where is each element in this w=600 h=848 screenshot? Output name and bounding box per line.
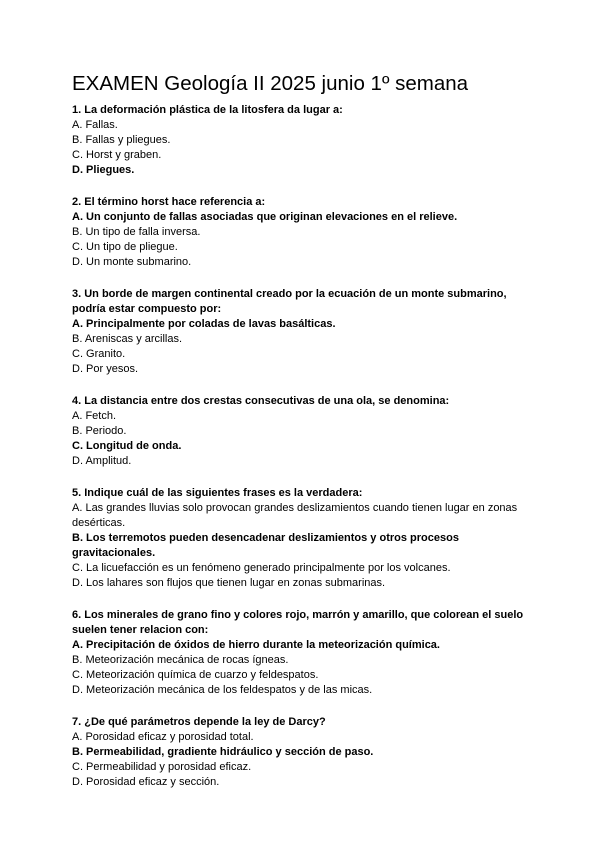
question-3: [72, 287, 542, 377]
question-text: 2. El término horst hace referencia a:: [72, 196, 266, 208]
page-title: EXAMEN Geología II 2025 junio 1º semana: [72, 72, 469, 95]
option-b: B. Meteorización mecánica de rocas ígneas.: [72, 654, 289, 666]
question-7: [72, 715, 542, 790]
options-list: [72, 638, 542, 698]
option-d: D. Un monte submarino.: [72, 256, 192, 268]
question-text: 6. Los minerales de grano fino y colores rojo, marrón y amarillo, que colorean el suelo suelen tener relacion con:: [72, 609, 524, 636]
option-b: B. Areniscas y arcillas.: [72, 333, 183, 345]
option-a: A. Las grandes lluvias solo provocan grandes deslizamientos cuando tienen lugar en zonas desérticas.: [72, 502, 518, 529]
option-d: D. Por yesos.: [72, 363, 139, 375]
question-text: 1. La deformación plástica de la litosfera da lugar a:: [72, 104, 343, 116]
option-c: C. La licuefacción es un fenómeno generado principalmente por los volcanes.: [72, 562, 451, 574]
option-c: C. Longitud de onda.: [72, 440, 182, 452]
option-a: A. Fallas.: [72, 119, 118, 131]
option-c: C. Meteorización química de cuarzo y feldespatos.: [72, 669, 319, 681]
option-b: B. Un tipo de falla inversa.: [72, 226, 201, 238]
options-list: [72, 210, 542, 270]
question-6: [72, 608, 542, 698]
option-a: A. Porosidad eficaz y porosidad total.: [72, 731, 254, 743]
option-a: A. Principalmente por coladas de lavas basálticas.: [72, 318, 336, 330]
option-d: D. Porosidad eficaz y sección.: [72, 776, 220, 788]
option-c: C. Horst y graben.: [72, 149, 162, 161]
option-d: D. Pliegues.: [72, 164, 135, 176]
option-d: D. Meteorización mecánica de los feldespatos y de las micas.: [72, 684, 373, 696]
option-d: D. Los lahares son flujos que tienen lugar en zonas submarinas.: [72, 577, 386, 589]
question-2: [72, 195, 542, 270]
option-c: C. Permeabilidad y porosidad eficaz.: [72, 761, 252, 773]
options-list: [72, 730, 542, 790]
question-1: [72, 103, 542, 178]
option-c: C. Un tipo de pliegue.: [72, 241, 178, 253]
option-b: B. Periodo.: [72, 425, 127, 437]
question-text: 5. Indique cuál de las siguientes frases es la verdadera:: [72, 487, 363, 499]
option-b: B. Los terremotos pueden desencadenar deslizamientos y otros procesos gravitacionales.: [72, 532, 459, 559]
question-5: [72, 486, 542, 591]
option-b: B. Permeabilidad, gradiente hidráulico y sección de paso.: [72, 746, 374, 758]
question-text: 7. ¿De qué parámetros depende la ley de Darcy?: [72, 716, 326, 728]
option-b: B. Fallas y pliegues.: [72, 134, 171, 146]
option-d: D. Amplitud.: [72, 455, 132, 467]
options-list: [72, 409, 542, 469]
exam-page: [72, 72, 542, 807]
option-a: A. Precipitación de óxidos de hierro durante la meteorización química.: [72, 639, 440, 651]
options-list: [72, 501, 542, 591]
option-c: C. Granito.: [72, 348, 126, 360]
question-text: 4. La distancia entre dos crestas consecutivas de una ola, se denomina:: [72, 395, 450, 407]
question-text: 3. Un borde de margen continental creado por la ecuación de un monte submarino, podría estar compuesto por:: [72, 288, 507, 315]
option-a: A. Un conjunto de fallas asociadas que originan elevaciones en el relieve.: [72, 211, 458, 223]
question-4: [72, 394, 542, 469]
options-list: [72, 317, 542, 377]
options-list: [72, 118, 542, 178]
option-a: A. Fetch.: [72, 410, 117, 422]
